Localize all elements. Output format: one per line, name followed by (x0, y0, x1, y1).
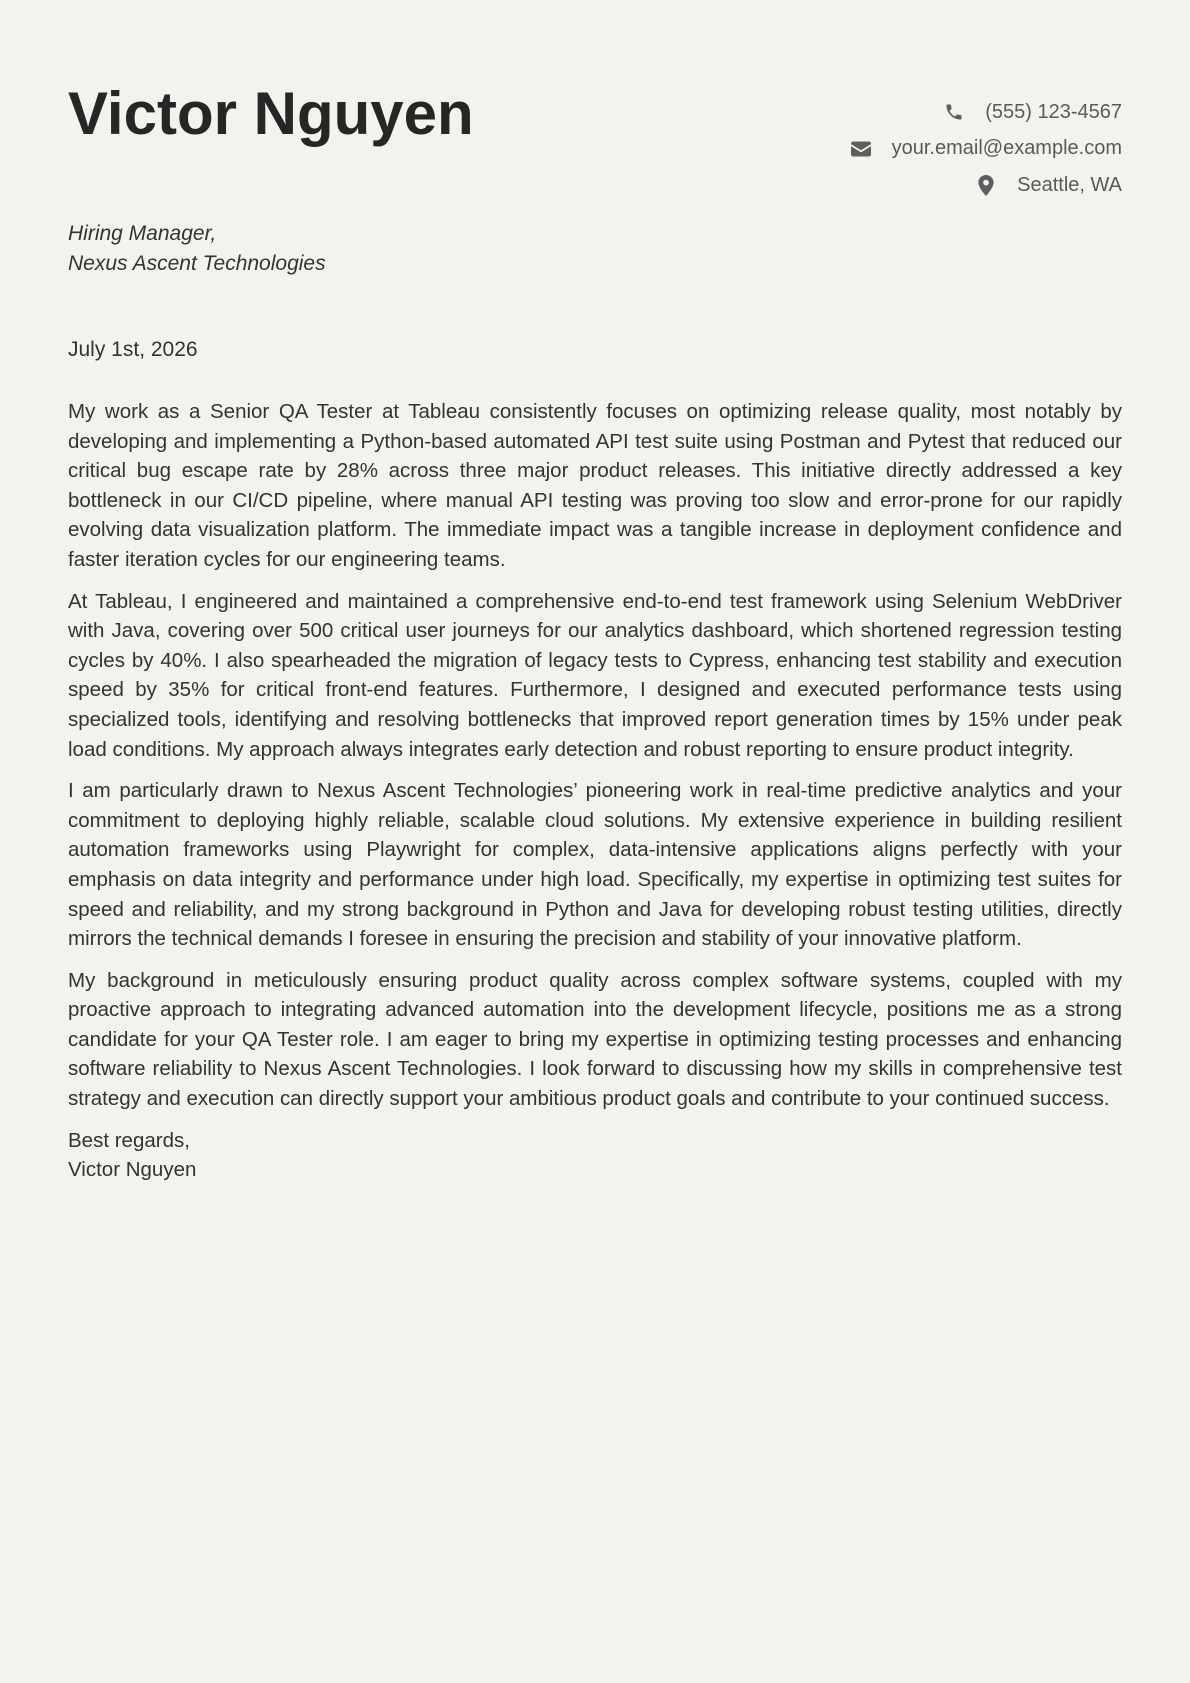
contact-info (850, 94, 1122, 204)
body-paragraph: At Tableau, I engineered and maintained a comprehensive end-to-end test framework using Selenium WebDriver with Java, covering over 500 critical user journeys for our analytics dashboard, which shortened regression testing cycles by 40%. I also spearheaded the migration of legacy tests to Cypress, enhancing test stability and execution speed by 35% for critical front-end features. Furthermore, I designed and executed performance tests using specialized tools, identifying and resolving bottlenecks that improved report generation times by 15% under peak load conditions. My approach always integrates early detection and robust reporting to ensure product integrity. (68, 589, 1122, 761)
closing-block (68, 1126, 1122, 1185)
closing-salutation: Best regards, (68, 1128, 190, 1152)
recipient-title: Hiring Manager, (68, 222, 217, 245)
phone-text: (555) 123-4567 (985, 100, 1122, 123)
recipient-company: Nexus Ascent Technologies (68, 252, 326, 275)
location-text: Seattle, WA (1017, 173, 1122, 196)
contact-location (850, 167, 1122, 204)
letter-body (68, 397, 1122, 1185)
body-paragraph: My work as a Senior QA Tester at Tableau consistently focuses on optimizing release quality, most notably by developing and implementing a Python-based automated API test suite using Postman and Pytest that reduced our critical bug escape rate by 28% across three major product releases. This initiative directly addressed a key bottleneck in our CI/CD pipeline, where manual API testing was proving too slow and error-prone for our rapidly evolving data visualization platform. The immediate impact was a tangible increase in deployment confidence and faster iteration cycles for our engineering teams. (68, 400, 1122, 571)
recipient-block (68, 219, 326, 279)
applicant-name: Victor Nguyen (68, 80, 474, 147)
closing-signature: Victor Nguyen (68, 1158, 197, 1182)
body-paragraph: I am particularly drawn to Nexus Ascent Technologies’ pioneering work in real-time predictive analytics and your commitment to deploying highly reliable, scalable cloud solutions. My extensive experience in building resilient automation frameworks using Playwright for complex, data-intensive applications aligns perfectly with your emphasis on data integrity and performance under high load. Specifically, my expertise in optimizing test suites for speed and reliability, and my strong background in Python and Java for developing robust testing utilities, directly mirrors the technical demands I foresee in ensuring the precision and stability of your innovative platform. (68, 779, 1122, 951)
letter-date: July 1st, 2026 (68, 338, 198, 361)
letter-header (68, 0, 1122, 205)
contact-email (850, 131, 1122, 168)
envelope-icon (850, 138, 872, 160)
map-pin-icon (975, 174, 997, 196)
contact-phone (850, 94, 1122, 131)
body-paragraph: My background in meticulously ensuring product quality across complex software systems, coupled with my proactive approach to integrating advanced automation into the development lifecycle, positions me as a strong candidate for your QA Tester role. I am eager to bring my expertise in optimizing testing processes and enhancing software reliability to Nexus Ascent Technologies. I look forward to discussing how my skills in comprehensive test strategy and execution can directly support your ambitious product goals and contribute to your continued success. (68, 968, 1122, 1111)
phone-icon (943, 101, 965, 123)
email-text: your.email@example.com (891, 137, 1122, 160)
cover-letter-page (68, 0, 1122, 1182)
